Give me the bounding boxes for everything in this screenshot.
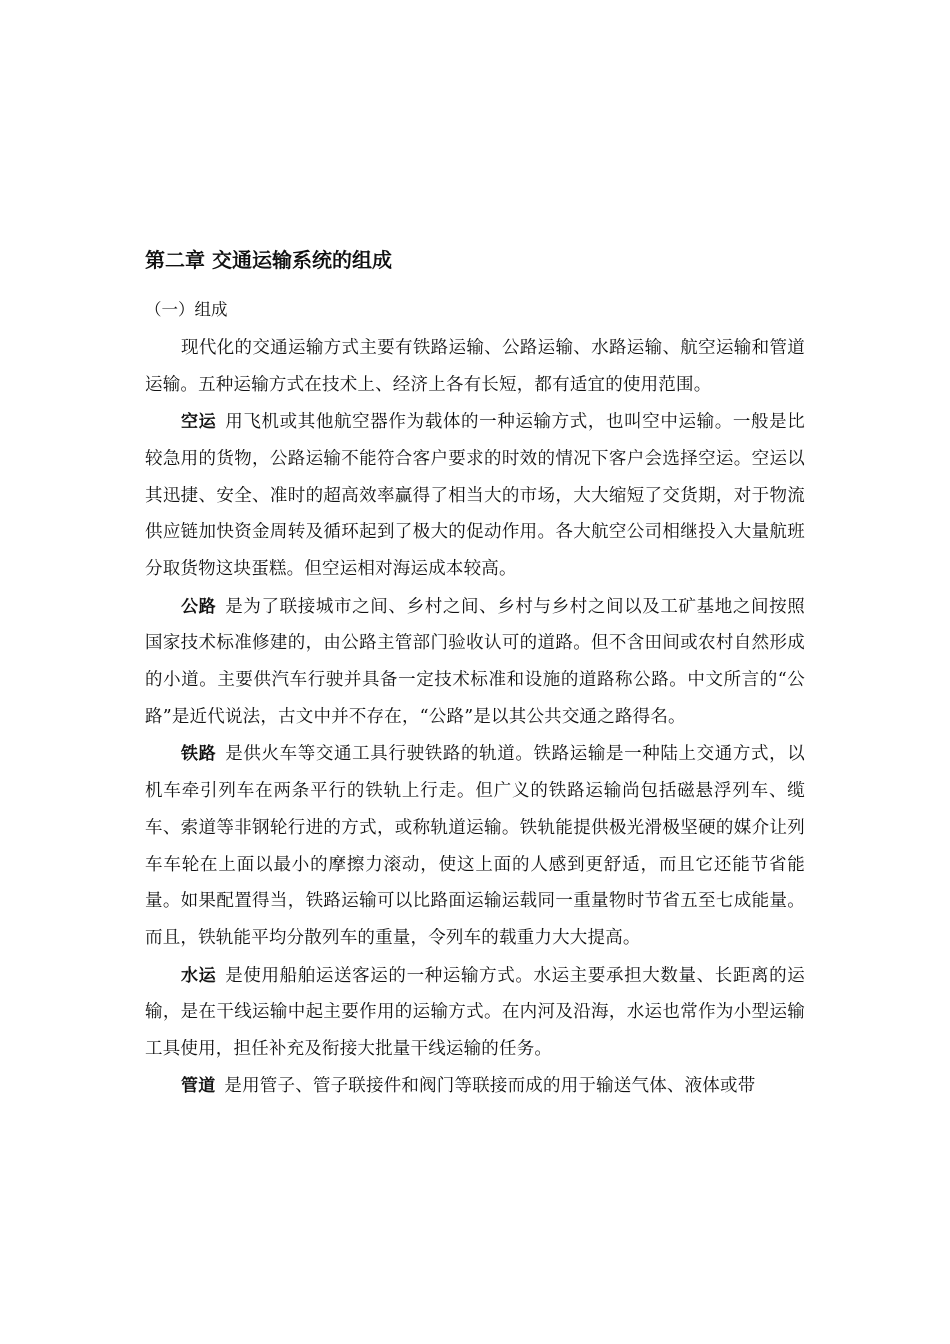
term-air-transport: 空运 [181, 412, 217, 433]
pipeline-text: 是用管子、管子联接件和阀门等联接而成的用于输送气体、液体或带 [224, 1076, 756, 1097]
paragraph-pipeline [145, 1068, 805, 1105]
term-pipeline: 管道 [181, 1076, 216, 1097]
highway-text: 是为了联接城市之间、乡村之间、乡村与乡村之间以及工矿基地之间按照国家技术标准修建的，由公路主管部门验收认可的道路。但不含田间或农村自然形成的小道。主要供汽车行驶并具备一定技术标准和设施的道路称公路。中文所言的“公路”是近代说法，古文中并不存在，“公路”是以其公共交通之路得名。 [145, 596, 805, 727]
term-highway: 公路 [181, 596, 217, 617]
paragraph-water-transport [145, 958, 805, 1068]
chapter-title: 第二章 交通运输系统的组成 [145, 248, 392, 272]
railway-text: 是供火车等交通工具行驶铁路的轨道。铁路运输是一种陆上交通方式，以机车牵引列车在两条平行的铁轨上行走。但广义的铁路运输尚包括磁悬浮列车、缆车、索道等非钢轮行进的方式，或称轨道运输。铁轨能提供极光滑极坚硬的媒介让列车车轮在上面以最小的摩擦力滚动，使这上面的人感到更舒适，而且它还能节省能量。如果配置得当，铁路运输可以比路面运输运载同一重量物时节省五至七成能量。而且，铁轨能平均分散列车的重量，令列车的载重力大大提高。 [145, 744, 805, 949]
water-transport-text: 是使用船舶运送客运的一种运输方式。水运主要承担大数量、长距离的运输，是在干线运输中起主要作用的运输方式。在内河及沿海，水运也常作为小型运输工具使用，担任补充及衔接大批量干线运输的任务。 [145, 965, 805, 1060]
section-heading: （一）组成 [145, 300, 228, 319]
paragraph-railway [145, 736, 805, 957]
document-body [145, 330, 805, 1105]
term-water-transport: 水运 [181, 965, 217, 986]
intro-paragraph: 现代化的交通运输方式主要有铁路运输、公路运输、水路运输、航空运输和管道运输。五种运输方式在技术上、经济上各有长短，都有适宜的使用范围。 [145, 338, 805, 395]
paragraph-highway [145, 589, 805, 736]
air-transport-text: 用飞机或其他航空器作为载体的一种运输方式，也叫空中运输。一般是比较急用的货物，公路运输不能符合客户要求的时效的情况下客户会选择空运。空运以其迅捷、安全、准时的超高效率赢得了相当大的市场，大大缩短了交货期，对于物流供应链加快资金周转及循环起到了极大的促动作用。各大航空公司相继投入大量航班分取货物这块蛋糕。但空运相对海运成本较高。 [145, 412, 805, 580]
term-railway: 铁路 [181, 744, 217, 765]
paragraph-air-transport [145, 404, 805, 588]
